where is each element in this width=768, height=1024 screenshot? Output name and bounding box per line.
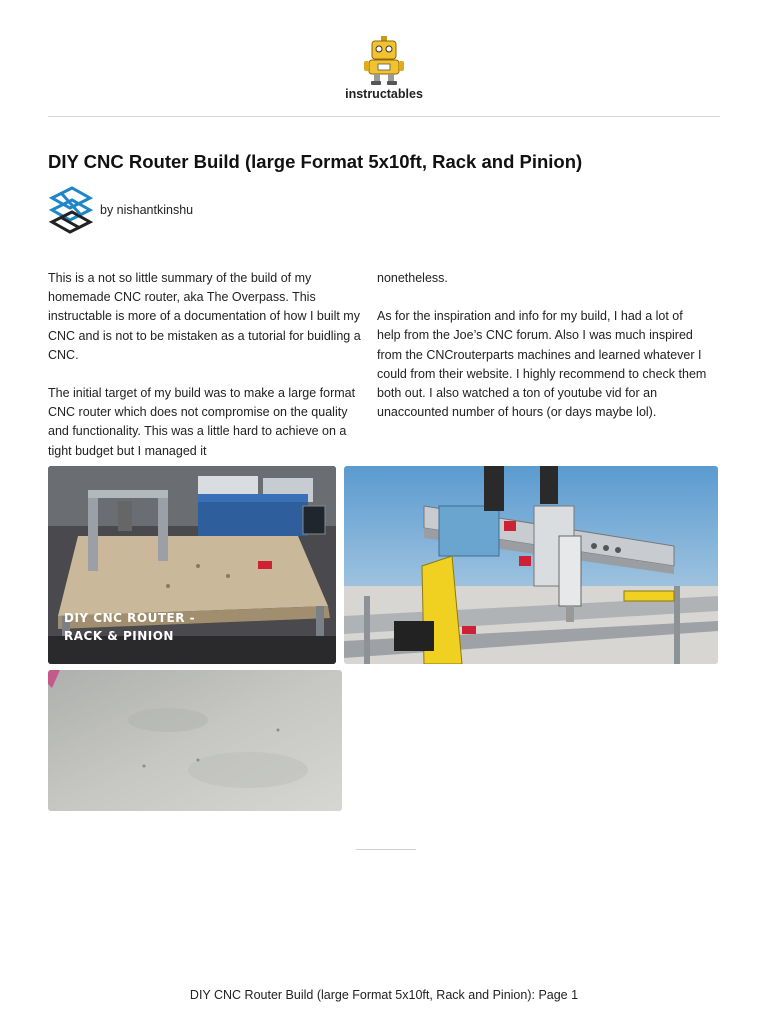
author-byline[interactable]: by nishantkinshu	[100, 203, 194, 217]
table-surface-photo[interactable]	[48, 670, 342, 811]
section-divider	[356, 849, 416, 850]
paragraph: The initial target of my build was to make a large format CNC router which does not compromise on the quality and functionality. This was a little hard to achieve on a tight budget but I managed it	[48, 386, 356, 458]
brand-name[interactable]: instructables	[345, 87, 423, 101]
page-header	[48, 0, 720, 117]
nishantkinshu-avatar-icon[interactable]	[48, 184, 94, 234]
surface-illustration	[48, 670, 342, 811]
render-illustration	[344, 466, 718, 664]
instructables-robot-icon	[361, 34, 407, 86]
cnc-workshop-photo[interactable]	[48, 466, 336, 664]
page-title: DIY CNC Router Build (large Format 5x10ft, Rack and Pinion)	[48, 151, 583, 172]
page-footer: DIY CNC Router Build (large Format 5x10ft, Rack and Pinion): Page 1	[189, 988, 579, 1002]
photo-caption: DIY CNC ROUTER - RACK & PINION	[64, 611, 196, 643]
cnc-gantry-render[interactable]	[344, 466, 718, 664]
paragraph: As for the inspiration and info for my build, I had a lot of help from the Joe’s CNC forum. Also I was much inspired from the CNCrouterparts machines and learned whatever I could from their website. I highly recommend to check them both out. I also watched a ton of youtube vid for an unaccounted number of hours (or days maybe lol).	[377, 309, 707, 420]
body-column-left	[48, 269, 366, 480]
paragraph: This is a not so little summary of the build of my homemade CNC router, aka The Overpass. This instructable is more of a documentation of how I built my CNC and is not to be mistaken as a tutorial for buidling a CNC.	[48, 271, 361, 362]
body-column-right	[377, 269, 707, 441]
paragraph: nonetheless.	[377, 271, 448, 285]
